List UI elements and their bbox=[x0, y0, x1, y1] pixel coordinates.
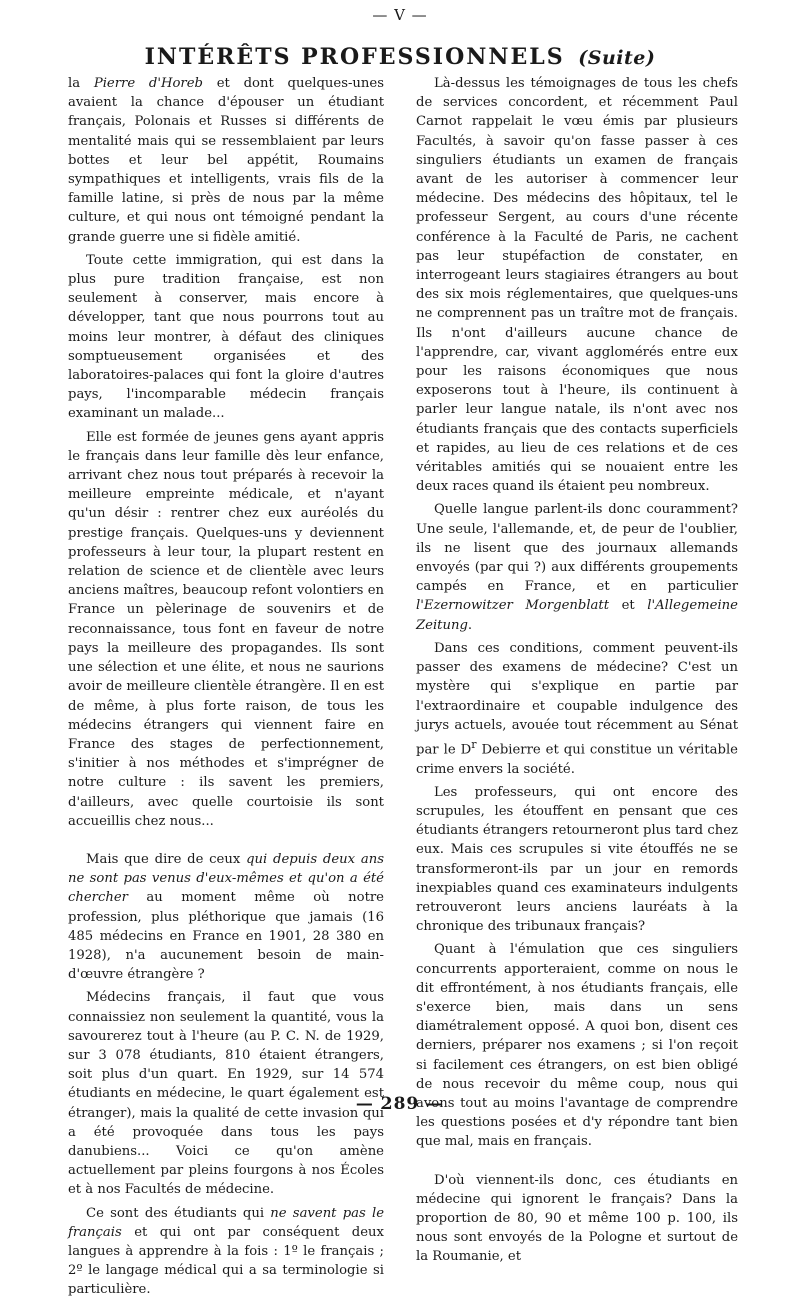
left-paragraph-2: Toute cette immigration, qui est dans la plus pure tradition française, est non seulement à conserver, mais encore à développer, tant que nous pourrons tout au moins leur montrer, à défaut des cliniques somptueusement organisées et des laboratoires-palaces qui font la gloire d'autres pays, l'incomparable médecin français examinant un malade... bbox=[68, 252, 384, 422]
page-section-mark: — V — bbox=[372, 6, 428, 24]
left-paragraph-4: Mais que dire de ceux qui depuis deux ans ne sont pas venus d'eux-mêmes et qu'on a été chercher au moment même où notre profession, plus pléthorique que jamais (16 485 médecins en France en 1901, 28 380 en 1928), n'a aucunement besoin de main-d'œuvre étrangère ? bbox=[68, 851, 385, 983]
right-paragraph-2: Quelle langue parlent-ils donc couramment? Une seule, l'allemande, et, de peur de l'oublier, ils ne lisent que des journaux allemands envoyés (par qui ?) aux différents groupements campés en France, et en particulier l'Ezernowitzer Morgenblatt et l'Allegemeine Zeitung. bbox=[416, 502, 738, 633]
left-paragraph-3: Elle est formée de jeunes gens ayant appris le français dans leur famille dès leur enfance, arrivant chez nous tout préparés à recevoir la meilleure empreinte médicale, et n'ayant qu'un désir : rentrer chez eux auréolés du prestige français. Quelques-uns y deviennent professeurs à leur tour, la plupart restent en relation de science et de clientèle avec leurs anciens maîtres, beaucoup refont volontiers en France un pèlerinage de souvenirs et de reconnaissance, tous font en faveur de notre pays la meilleure des propagandes. Ils sont une sélection et une élite, et nous ne saurions avoir de meilleure clientèle étrangère. Il en est de même, à plus forte raison, de tous les médecins étrangers qui viennent faire en France des stages de perfectionnement, s'initier à nos méthodes et s'imprégner de notre culture : ils savent les premiers, d'ailleurs, avec quelle courtoisie ils sont accueillis chez nous... bbox=[68, 429, 384, 829]
right-paragraph-4: Les professeurs, qui ont encore des scrupules, les étouffent en pensant que ces étudiants étrangers retourneront plus tard chez eux. Mais ces scrupules si vite étouffés ne se transformeront-ils par un jour en remords inexpiables quand ces examinateurs indulgents retrouveront leurs anciens lauréats à la chronique des tribunaux français? bbox=[416, 784, 738, 935]
article-title-suite: (Suite) bbox=[578, 47, 656, 69]
left-column bbox=[68, 74, 384, 1304]
right-paragraph-5: Quant à l'émulation que ces singuliers concurrents apporteraient, comme on nous le dit effrontément, à nos étudiants français, elle s'exerce bien, mais dans un sens diamétralement opposé. A quoi bon, disent ces derniers, préparer nos examens ; si l'on reçoit si facilement ces étrangers, on est bien obligé de nous recevoir du même coup, nous qui avons tout au moins l'avantage de comprendre les questions posées et d'y répondre tant bien que mal, mais en français. bbox=[416, 942, 738, 1150]
right-column bbox=[416, 74, 738, 1271]
right-paragraph-1: Là-dessus les témoignages de tous les chefs de services concordent, et récemment Paul Carnot rappelait le vœu émis par plusieurs Facultés, à savoir qu'on fasse passer à ces singuliers étudiants un examen de français avant de les autoriser à commencer leur médecine. Des médecins des hôpitaux, tel le professeur Sergent, au cours d'une récente conférence à la Faculté de Paris, ne cachent pas leur stupéfaction de constater, en interrogeant leurs stagiaires étrangers au bout des six mois réglementaires, que quelques-uns ne comprennent pas un traître mot de français. Ils n'ont d'ailleurs aucune chance de l'apprendre, car, vivant agglomérés entre eux pour les raisons économiques que nous exposerons tout à l'heure, ils continuent à parler leur langue natale, ils n'ont avec nos étudiants français que des contacts superficiels et rapides, au lieu de ces relations et de ces véritables amitiés qui se nouaient entre les deux races quand ils étaient peu nombreux. bbox=[416, 76, 738, 495]
left-paragraph-5: Médecins français, il faut que vous connaissiez non seulement la quantité, vous la savourerez tout à l'heure (au P. C. N. de 1929, sur 3 078 étudiants, 810 étaient étrangers, soit plus d'un quart. En 1929, sur 14 574 étudiants en médecine, le quart également est étranger), mais la qualité de cette invasion qui a été provoquée dans tous les pays danubiens... Voici ce qu'on amène actuellement par pleins fourgons à nos Écoles et à nos Facultés de médecine. bbox=[68, 990, 384, 1198]
right-paragraph-6: D'où viennent-ils donc, ces étudiants en médecine qui ignorent le français? Dans la proportion de 80, 90 et même 100 p. 100, ils nous sont envoyés de la Pologne et surtout de la Roumanie, et bbox=[416, 1172, 738, 1265]
article-title bbox=[0, 44, 800, 70]
article-title-text: INTÉRÊTS PROFESSIONNELS bbox=[144, 44, 565, 70]
left-paragraph-1: la Pierre d'Horeb et dont quelques-unes avaient la chance d'épouser un étudiant français, Polonais et Russes si différents de mentalité mais qui se ressemblaient par leurs bottes et leur bel appétit, Roumains sympathiques et intelligents, vrais fils de la famille latine, si près de nous par la même culture, et qui nous ont témoigné pendant la grande guerre une si fidèle amitié. bbox=[68, 76, 384, 245]
left-paragraph-6: Ce sont des étudiants qui ne savent pas le français et qui ont par conséquent deux langues à apprendre à la fois : 1º le français ; 2º le langage médical qui a sa terminologie si particulière. bbox=[68, 1205, 384, 1298]
page-number: — 289 — bbox=[355, 1094, 445, 1114]
right-paragraph-3: Dans ces conditions, comment peuvent-ils passer des examens de médecine? C'est un mystère qui s'explique en partie par l'extraordinaire et coupable indulgence des jurys actuels, avouée tout récemment au Sénat par le $D^r$ Debierre et qui constitue un véritable crime envers la société. bbox=[416, 640, 738, 777]
